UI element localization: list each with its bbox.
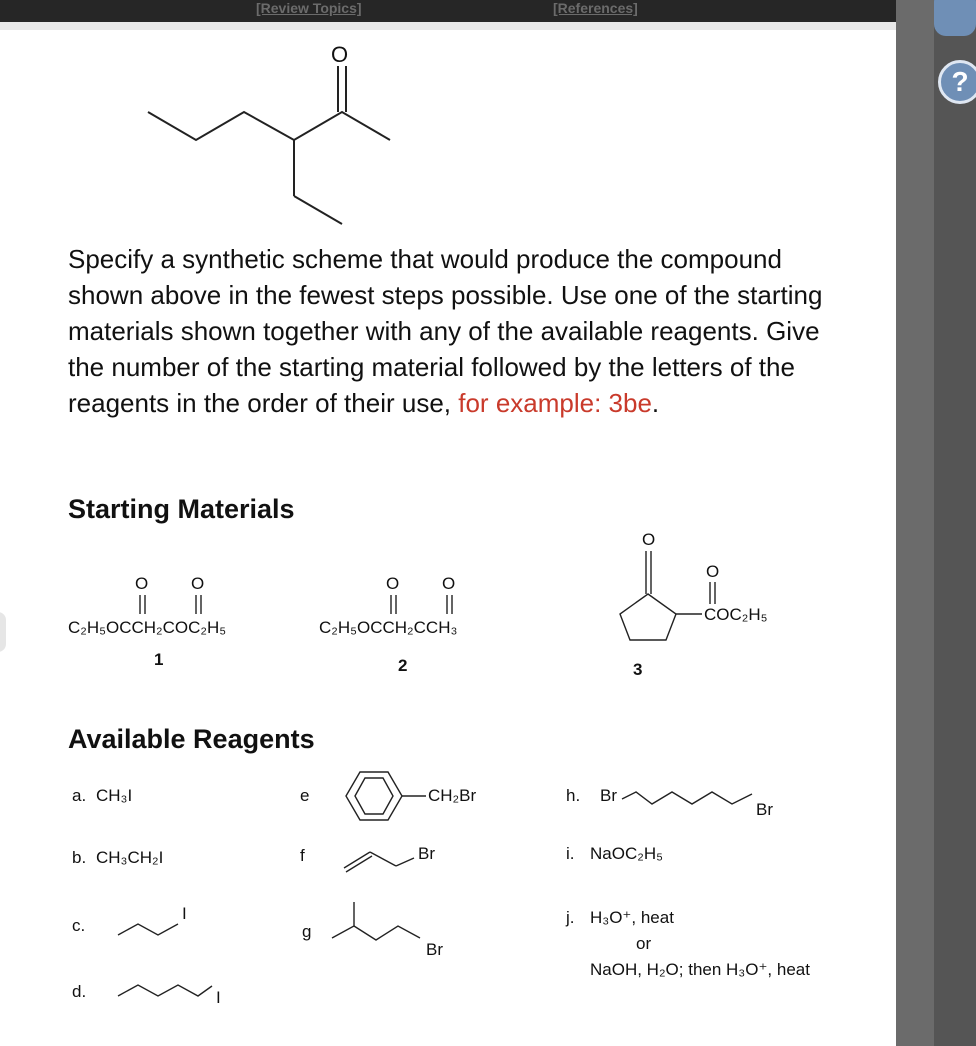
reagent-d-letter: d. (72, 982, 87, 1001)
example-answer: for example: 3be (458, 388, 652, 418)
reagent-e-letter: e (300, 786, 310, 805)
reagent-h-bromine-left: Br (600, 786, 617, 805)
reagent-j-line3: NaOH, H₂O; then H₃O⁺, heat (590, 960, 810, 979)
sm3-number: 3 (633, 660, 643, 679)
help-icon[interactable]: ? (938, 60, 976, 104)
reagent-j-letter: j. (566, 908, 575, 927)
reagent-h-letter: h. (566, 786, 581, 805)
reagent-f-letter: f (300, 846, 305, 865)
sm3-formula: COC₂H₅ (704, 605, 768, 624)
available-reagents-heading: Available Reagents (68, 724, 315, 754)
starting-materials-heading: Starting Materials (68, 494, 295, 524)
reagent-b-formula: CH₃CH₂I (96, 848, 164, 867)
target-oxygen-label: O (331, 42, 349, 67)
reagent-i-formula: NaOC₂H₅ (590, 844, 663, 863)
reagent-j-or: or (636, 934, 652, 953)
question-body: Specify a synthetic scheme that would produce the compound shown above in the fewest steps possible. Use one of the starting materials shown together with any of the available reagents. Give the number of the starting material followed by the letters of the reagents in the order of their use, (68, 244, 823, 418)
sm1-oxygen-right: O (191, 574, 205, 593)
sm3-ester-oxygen: O (706, 562, 720, 581)
reagent-j-line1: H₃O⁺, heat (590, 908, 674, 927)
reagent-g-bromine: Br (426, 940, 443, 959)
reagent-a-letter: a. (72, 786, 87, 805)
sm2-number: 2 (398, 656, 408, 675)
reagent-i-letter: i. (566, 844, 575, 863)
reagent-e-formula: CH₂Br (428, 786, 477, 805)
reagent-a-formula: CH₃I (96, 786, 133, 805)
sm1-formula: C₂H₅OCCH₂COC₂H₅ (68, 618, 227, 637)
reagent-d-iodine: I (216, 988, 221, 1007)
sm2-oxygen-left: O (386, 574, 400, 593)
sm3-ring-oxygen: O (642, 530, 656, 549)
sm2-formula: C₂H₅OCCH₂CCH₃ (319, 618, 458, 637)
reagent-c-iodine: I (182, 904, 187, 923)
reagent-c-letter: c. (72, 916, 86, 935)
reagent-f-bromine: Br (418, 844, 435, 863)
reagent-b-letter: b. (72, 848, 87, 867)
reagent-h-bromine-right: Br (756, 800, 773, 819)
reagent-g-letter: g (302, 922, 312, 941)
sm2-oxygen-right: O (442, 574, 456, 593)
references-link[interactable]: [References] (553, 0, 638, 16)
review-topics-link[interactable]: [Review Topics] (256, 0, 362, 16)
sm1-number: 1 (154, 650, 164, 669)
question-period: . (651, 388, 660, 418)
sm1-oxygen-left: O (135, 574, 149, 593)
